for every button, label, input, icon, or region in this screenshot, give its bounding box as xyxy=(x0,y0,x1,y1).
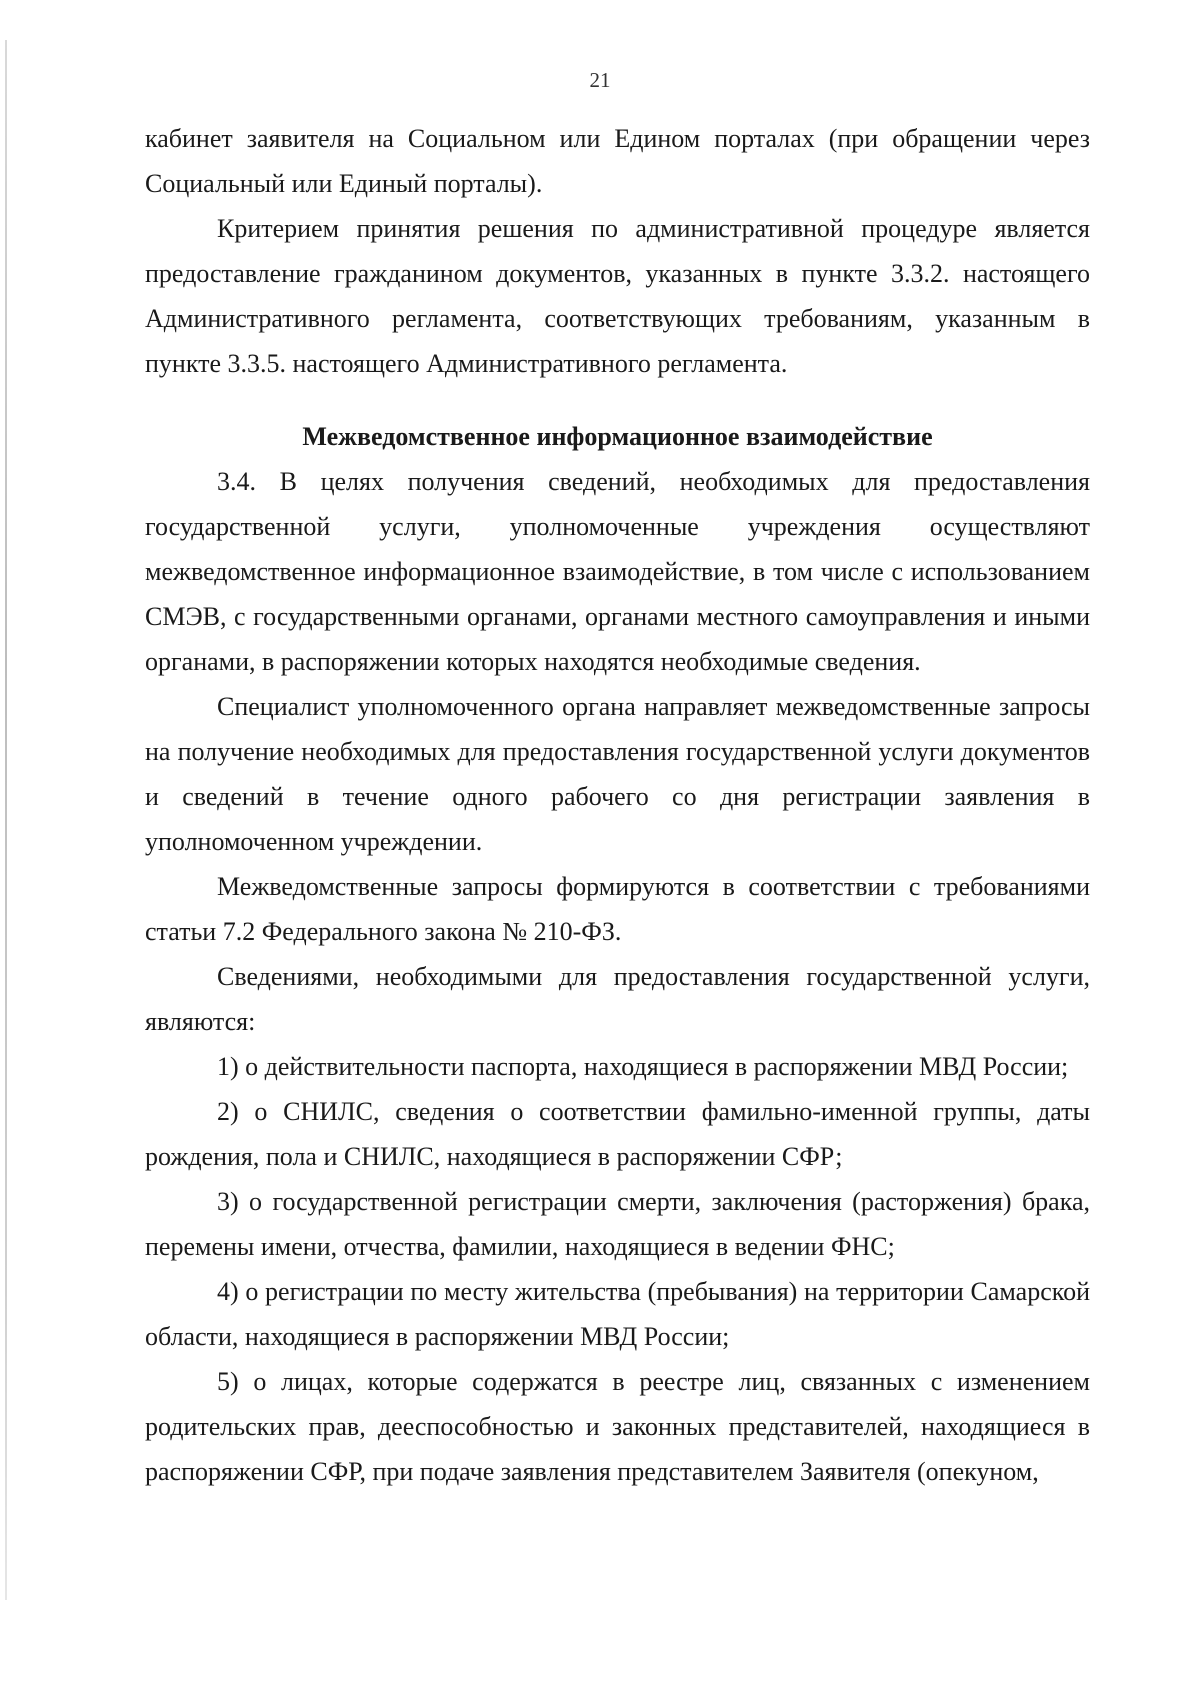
paragraph-specialist: Специалист уполномоченного органа направляет межведомственные запросы на получение необходимых для предоставления государственной услуги документов и сведений в течение одного рабочего со дня регистрации заявления в уполномоченном учреждении. xyxy=(145,692,1090,856)
list-item-1: 1) о действительности паспорта, находящиеся в распоряжении МВД России; xyxy=(217,1052,1069,1081)
list-item-3: 3) о государственной регистрации смерти, заключения (расторжения) брака, перемены имени, отчества, фамилии, находящиеся в ведении ФНС; xyxy=(145,1187,1090,1261)
list-item-5: 5) о лицах, которые содержатся в реестре лиц, связанных с изменением родительских прав, дееспособностью и законных представителей, находящиеся в распоряжении СФР, при подаче заявления представителем Заявителя (опекуном, xyxy=(145,1367,1090,1486)
document-body xyxy=(145,116,1090,1494)
paragraph-criterion: Критерием принятия решения по административной процедуре является предоставление гражданином документов, указанных в пункте 3.3.2. настоящего Административного регламента, соответствующих требованиям, указанным в пункте 3.3.5. настоящего Административного регламента. xyxy=(145,214,1090,378)
list-item-4: 4) о регистрации по месту жительства (пребывания) на территории Самарской области, находящиеся в распоряжении МВД России; xyxy=(145,1277,1090,1351)
paragraph-info-list-intro: Сведениями, необходимыми для предоставления государственной услуги, являются: xyxy=(145,962,1090,1036)
list-item-2: 2) о СНИЛС, сведения о соответствии фамильно-именной группы, даты рождения, пола и СНИЛС, находящиеся в распоряжении СФР; xyxy=(145,1097,1090,1171)
section-heading: Межведомственное информационное взаимодействие xyxy=(302,422,933,451)
paragraph-continuation: кабинет заявителя на Социальном или Едином порталах (при обращении через Социальный или Единый порталы). xyxy=(145,124,1090,198)
paragraph-3-4: 3.4. В целях получения сведений, необходимых для предоставления государственной услуги, уполномоченные учреждения осуществляют межведомственное информационное взаимодействие, в том числе с использованием СМЭВ, с государственными органами, органами местного самоуправления и иными органами, в распоряжении которых находятся необходимые сведения. xyxy=(145,467,1090,676)
paragraph-requests: Межведомственные запросы формируются в соответствии с требованиями статьи 7.2 Федерального закона № 210-ФЗ. xyxy=(145,872,1090,946)
scan-edge-shadow xyxy=(5,40,7,1600)
page-number: 21 xyxy=(589,68,611,92)
